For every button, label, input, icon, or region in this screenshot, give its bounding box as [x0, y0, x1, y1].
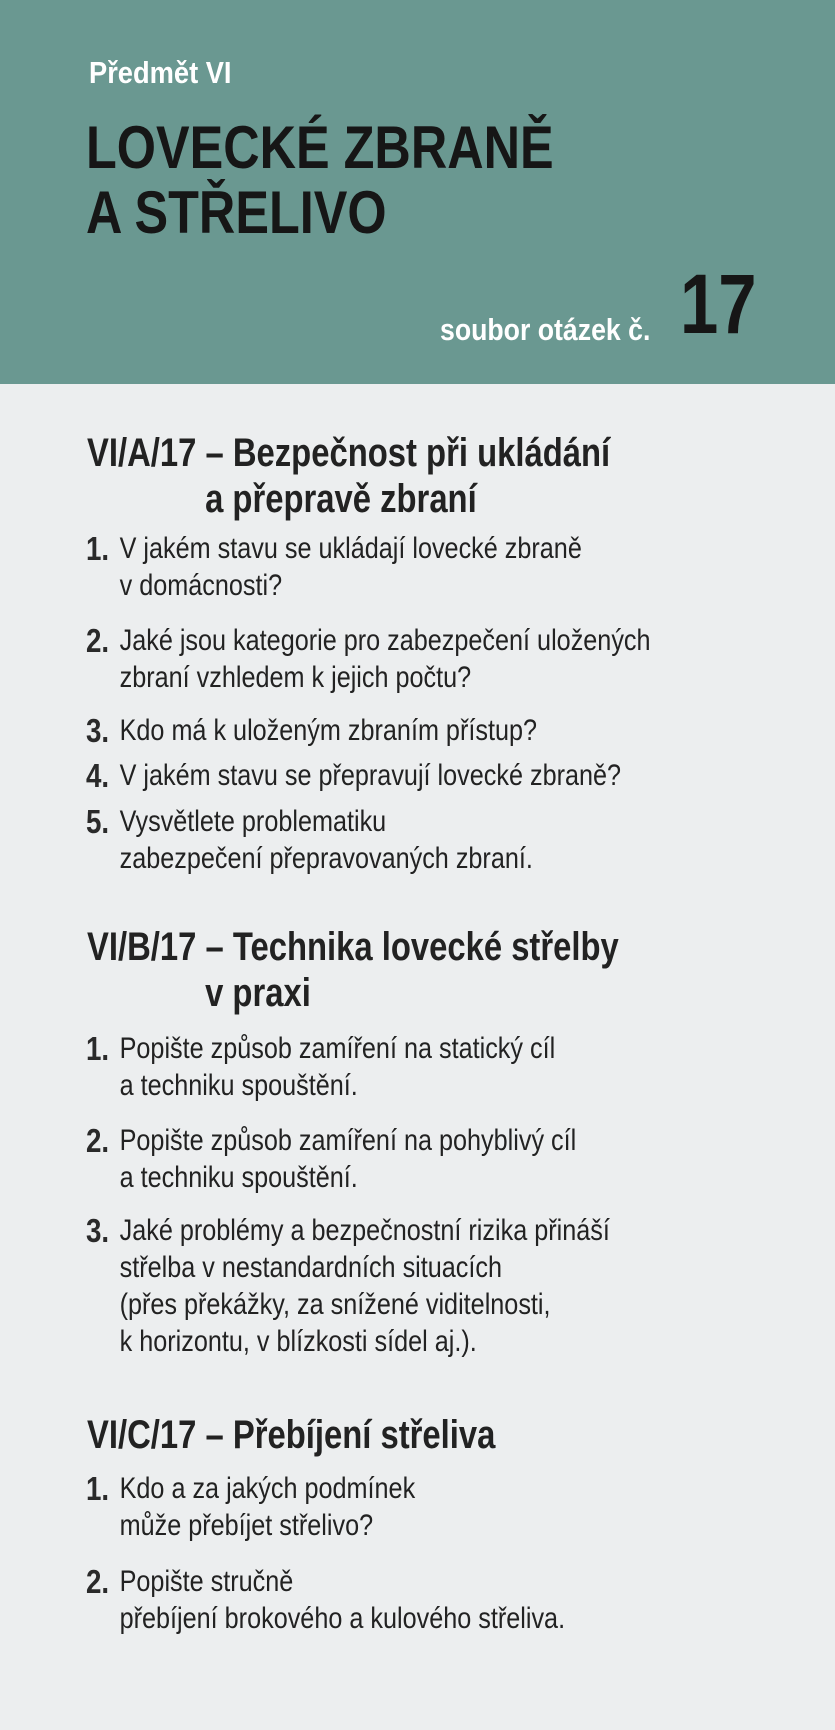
- question-text: Vysvětlete problematiku zabezpečení přepravovaných zbraní.: [119, 805, 533, 875]
- section-heading-a-line1: VI/A/17 – Bezpečnost při ukládání: [87, 431, 611, 475]
- section-heading-b: [87, 924, 619, 1016]
- question-a-3: [86, 712, 758, 749]
- question-number: 1.: [86, 1030, 110, 1067]
- header-banner: [0, 0, 835, 384]
- section-heading-a-line2: a přepravě zbraní: [205, 477, 477, 521]
- section-heading-b-line1: VI/B/17 – Technika lovecké střelby: [87, 925, 619, 969]
- question-a-2: [86, 622, 758, 696]
- question-number: 2.: [86, 622, 110, 659]
- question-c-1: [86, 1470, 758, 1544]
- question-b-1: [86, 1030, 758, 1104]
- section-heading-c: [87, 1412, 495, 1458]
- question-text: Jaké problémy a bezpečnostní rizika přináší střelba v nestandardních situacích (přes překážky, za snížené viditelnosti, k horizontu, v blízkosti sídel aj.).: [119, 1214, 610, 1358]
- question-text: V jakém stavu se ukládají lovecké zbraně v domácnosti?: [119, 532, 582, 602]
- question-set-label: soubor otázek č.: [440, 312, 651, 347]
- question-text: Kdo má k uloženým zbraním přístup?: [119, 714, 537, 747]
- question-a-4: [86, 757, 758, 794]
- question-text: Popište způsob zamíření na statický cíl a techniku spouštění.: [119, 1032, 556, 1102]
- section-heading-b-line2: v praxi: [205, 971, 311, 1015]
- subject-label: Předmět VI: [89, 55, 232, 90]
- question-b-3: [86, 1212, 758, 1360]
- question-b-2: [86, 1122, 758, 1196]
- question-number: 1.: [86, 530, 110, 567]
- question-number: 1.: [86, 1470, 110, 1507]
- question-text: Kdo a za jakých podmínek může přebíjet střelivo?: [119, 1472, 416, 1542]
- question-text: V jakém stavu se přepravují lovecké zbraně?: [119, 759, 622, 792]
- title-line-2: A STŘELIVO: [86, 179, 387, 246]
- question-a-5: [86, 803, 758, 877]
- section-heading-a: [87, 430, 610, 522]
- question-a-1: [86, 530, 758, 604]
- question-number: 2.: [86, 1563, 110, 1600]
- question-text: Popište způsob zamíření na pohyblivý cíl a techniku spouštění.: [119, 1124, 577, 1194]
- question-text: Popište stručně přebíjení brokového a kulového střeliva.: [119, 1565, 566, 1635]
- question-number: 4.: [86, 757, 110, 794]
- question-number: 2.: [86, 1122, 110, 1159]
- section-heading-c-line1: VI/C/17 – Přebíjení střeliva: [87, 1413, 496, 1457]
- question-number: 5.: [86, 803, 110, 840]
- question-number: 3.: [86, 712, 110, 749]
- question-number: 3.: [86, 1212, 110, 1249]
- question-c-2: [86, 1563, 758, 1637]
- question-text: Jaké jsou kategorie pro zabezpečení uložených zbraní vzhledem k jejich počtu?: [119, 624, 651, 694]
- title-line-1: LOVECKÉ ZBRANĚ: [86, 114, 554, 181]
- question-set-number: 17: [680, 257, 757, 351]
